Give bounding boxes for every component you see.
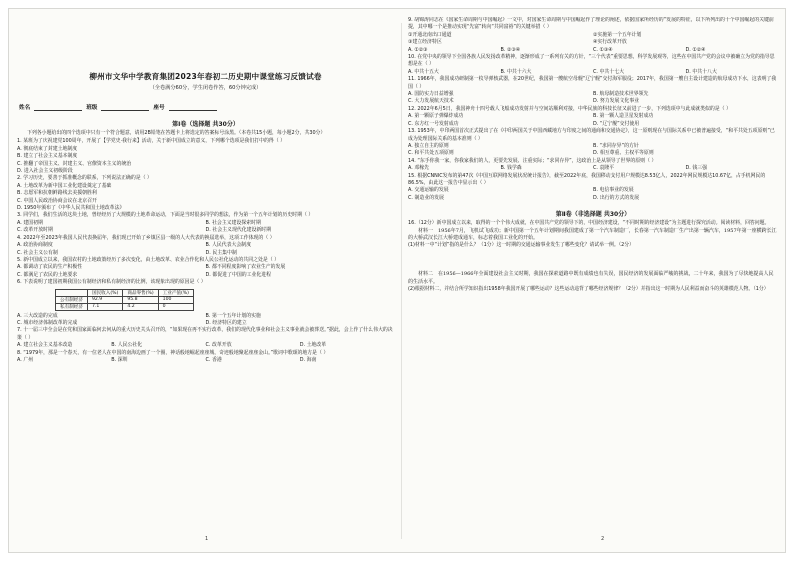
answer-options	[17, 313, 394, 328]
answer-option[interactable]: C. 香港	[205, 356, 222, 363]
question-list-left-2	[15, 313, 396, 365]
table-header-cell	[56, 289, 88, 296]
question-ask-1: (1)材料一中“计划”指的是什么？（1分）这一时期的交通运输事业发生了哪些变化？请试举一例。（2分）	[408, 241, 635, 248]
answer-options	[17, 183, 394, 213]
answer-option[interactable]: C. ①③④	[593, 46, 613, 53]
answer-option[interactable]: D. “辽宁舰”交付使用	[593, 120, 640, 127]
answer-option[interactable]: C. 大力发展航天技术	[408, 98, 454, 105]
seat-blank[interactable]	[169, 103, 217, 111]
section1-title: 第Ⅰ卷（选择题 共30分）	[172, 121, 239, 128]
question-stem: 12. 2022年6月5日，我国神舟十四号载人飞船成功发射并与空间站顺利对接，中华民族的科技长征又前进了一步，下列选项中与此成就类似的是（ ）	[408, 105, 731, 112]
answer-options	[408, 47, 778, 54]
answer-option[interactable]: B. 社会主义建设探索时期	[205, 219, 261, 226]
question-stem: 1. 某班为了庆祝建党100周年，开展了【学党史·我行来】活动，关于新中国成立的意义，下列哪个选项是我们打中的得（ ）	[17, 138, 286, 145]
answer-option[interactable]: B. 第一颗人造卫星发射成功	[593, 113, 654, 120]
answer-option[interactable]: A. 政治协商制度	[17, 242, 53, 249]
answer-option[interactable]: C. 东方红一号发射成功	[408, 120, 459, 127]
name-blank[interactable]	[34, 103, 82, 111]
table-cell: 4.2	[123, 303, 158, 310]
answer-option[interactable]: B. 人民公社化	[111, 342, 143, 349]
student-info	[19, 103, 396, 111]
question-stem: 14. “东手你我一家，你我家我们的人，更要先发展、注重实际；“求同存异”，这政治上是从领导了世界的原则（ ）	[408, 157, 657, 164]
table-header-row	[56, 289, 194, 296]
answer-option[interactable]: ③建立经济特区	[408, 39, 442, 46]
table-cell: 私有制经济	[56, 303, 88, 310]
left-page	[15, 17, 396, 545]
answer-option[interactable]: D. 民主集中制	[205, 249, 237, 256]
answer-option[interactable]: A. 广州	[17, 356, 34, 363]
answer-options	[17, 220, 394, 235]
table-cell: 0	[158, 303, 193, 310]
answer-option[interactable]: C. 中国人民政治协商会议在北京召开	[17, 197, 97, 204]
seat-label: 座号	[153, 105, 165, 111]
table-row	[56, 296, 194, 303]
answer-option[interactable]: B. ②③④	[500, 46, 521, 53]
answer-option[interactable]: D. 中共十八大	[685, 68, 717, 75]
answer-options	[408, 91, 778, 106]
answer-option[interactable]: D. 努力发展文化事业	[593, 98, 640, 105]
answer-option[interactable]: B. 人民代表大会制度	[205, 242, 252, 249]
section1-intro: 下列各小题给出的四个选项中只有一个符合题意，请用2B铅笔在答题卡上将选定的答案标号涂黑。（本卷共15小题，每小题2分，共30分）	[27, 130, 326, 136]
answer-option[interactable]: A. 建立社会主义基本改造	[17, 342, 73, 349]
answer-option[interactable]: D. 土地改革	[299, 342, 327, 349]
right-page	[406, 17, 780, 545]
answer-option[interactable]: B. 钱学森	[500, 165, 522, 172]
answer-option[interactable]: A. 建国初期	[17, 219, 43, 226]
question-stem: 5. 新中国成立以来，我国农村的土地政策经历了多次变化，由土地改革、农业合作化和人民公社化运动的共同之处是（ ）	[17, 256, 280, 263]
question-list-right	[406, 17, 780, 202]
name-label: 姓名	[19, 105, 31, 111]
answer-option[interactable]: D. 1950年颁布了《中华人民共和国土地改革法》	[17, 205, 125, 212]
answer-option[interactable]: C. 都满足了农民的土地要求	[17, 271, 78, 278]
question-ask-2: (2)根据材料二，并结合所学知识指出1958年我国开展了哪些运动？这些运动违背了哪些经济规律？（2分）并指出这一时期为人民利益而奋斗的英雄模范人物。（1分）	[408, 285, 769, 292]
answer-option[interactable]: B. 航母制造技术世界领先	[593, 91, 649, 98]
answer-option[interactable]: ④实行改革开放	[593, 39, 627, 46]
question-stem: 15. 根据CNNIC发布的第47次《中国互联网络发展状况统计报告》，截至2022年底，我国移动支付用户规模达8.53亿人，2022年网民规模达10.67亿，占手机网民的86.5%，由此这一报告中显示出（ ）	[408, 172, 766, 186]
answer-option[interactable]: A. 邓稼先	[408, 165, 430, 172]
answer-options	[408, 165, 778, 172]
class-blank[interactable]	[101, 103, 149, 111]
question-stem: 4. 2022年至2023年我国人民代表换届年，我们现已开始了乡镇区县一级的人大代表的换届选举，这项工作体现的（ ）	[17, 234, 275, 241]
answer-option[interactable]: ①开通北南出口通道	[408, 31, 452, 38]
answer-options	[17, 357, 394, 364]
answer-option[interactable]: C. 改革开放	[205, 342, 232, 349]
question-stem: 11. 1966年，我国成功研制第一枚导弹核武器，在20世纪，我国第一艘航空母舰“辽宁舰”交付海军服役；2017年，我国第一艘自主设计建造的航母成功下水，这表明了我国（ ）	[408, 76, 777, 90]
question-stem: 9. 胡锦涛同志在《国家生命周期与中国崛起》一文中，对国家生命周期与中国崛起作了理论的阐述，依据国家所经历的“发展的特征，以下所列出的十个中国崛起的关键前提，其中哪一个是推动实现“先富”转向“共同富裕”的关键举措（ ）	[408, 17, 774, 31]
answer-option[interactable]: A. ①②③	[408, 46, 428, 53]
answer-option[interactable]: A. 中共十五大	[408, 68, 439, 75]
answer-option[interactable]: C. 袁隆平	[593, 165, 615, 172]
answer-options	[17, 146, 394, 176]
exam-sheet	[8, 8, 786, 553]
page-divider	[401, 23, 402, 539]
table-cell: 100	[158, 296, 193, 303]
answer-option[interactable]: B. 都不同程度影响了农业生产的发展	[205, 264, 286, 271]
table-cell: 7.1	[87, 303, 122, 310]
answer-option[interactable]: C. 推翻了帝国主义、封建主义、官僚资本主义的统治	[17, 160, 132, 167]
answer-option[interactable]: B. 第一个五年计划的实施	[205, 312, 261, 319]
table-header-cell: 商品零售(%)	[123, 289, 158, 296]
question-stem: 10. 在党中央的领导下全国各族人民发扬改革精神，逐渐形成了一系列有关的方针，“三个代表”重要思想，科学发展观等，这些在中国共产党的会议中被确立为党的指导思想是在（ ）	[408, 54, 775, 68]
question-stem: 6. 下表说明了建国初期我国公有制经济和私有制经济的比例，该现象出现的原因是（ ）	[17, 279, 206, 286]
table-cell: 92.9	[87, 296, 122, 303]
answer-option[interactable]: D. 进入社会主义初级阶段	[17, 168, 73, 175]
answer-option[interactable]: A. 第一颗原子弹爆炸成功	[408, 113, 464, 120]
answer-option[interactable]: A. 彻底结束了封建土地制度	[17, 145, 78, 152]
answer-option[interactable]: D. ①②④	[685, 46, 706, 53]
answer-option[interactable]: C. 社会主义公有制	[17, 249, 58, 256]
answer-options	[17, 264, 394, 279]
answer-option[interactable]: B. 中共十六大	[500, 68, 532, 75]
answer-option[interactable]: B. 志愿军和抗朝鲜路线去美援朝胜利	[17, 190, 97, 197]
q16-stem: 16.（12分）新中国成立以来，取得的一个个伟大成就，在中国共产党的领导下的，中国经济建设，“不同时期的经济建设”为主题进行探究活动。阅读材料，回答问题。	[408, 220, 770, 227]
answer-option[interactable]: B. “求同存异”的方针	[593, 142, 639, 149]
answer-option[interactable]: D. 相互尊重、主权平等原则	[593, 150, 654, 157]
answer-option[interactable]: A. 独立自主的原则	[408, 142, 449, 149]
question-stem: 8. “1979年，那是一个春天，有一位老人在中国的南海边画了一个圈，神话般地崛起座座城，奇迹般地聚起座座金山。”歌词中歌颂的地方是（ ）	[17, 349, 329, 356]
table-body	[56, 296, 194, 310]
exam-title: 柳州市文华中学教育集团2023年春初二历史期中课堂练习反馈试卷	[89, 72, 322, 81]
answer-option[interactable]: A. 土地改革为新中国工业化建设奠定了基础	[17, 182, 112, 189]
material-two: 材料二 在1956—1966年全面建设社会主义时期，我国在探索道路中既有成绩也有失误，国民经济的发展面临严峻的挑战，二十年来，我国为了尽快地提高人民的生活水平。	[408, 271, 774, 285]
answer-option[interactable]: C. 城市经济体制改革的完成	[17, 319, 78, 326]
answer-option[interactable]: B. 电信事业的发展	[593, 187, 634, 194]
answer-option[interactable]: D. 经济特区的建立	[205, 319, 247, 326]
table-header-cell: 国民收入(%)	[87, 289, 122, 296]
section2-title: 第Ⅱ卷（非选择题 共30分）	[555, 211, 631, 219]
question-stem: 7. 十一届三中全会是在党和国家面临何去何从的重大历史关头召开的，“如果现在再不实行改革，我们的现代化事业和社会主义事业就会被葬送。”据此，会上作了什么伟大的决策（ ）	[17, 327, 393, 341]
answer-option[interactable]: D. 钱三强	[685, 165, 708, 172]
exam-subtitle: （全卷满分60分，学生闭卷作答，60分钟完成）	[149, 85, 262, 91]
answer-option[interactable]: D. 出行的方式的发展	[593, 194, 640, 201]
answer-options	[17, 242, 394, 257]
answer-options	[408, 113, 778, 128]
table-cell: 公有制经济	[56, 296, 88, 303]
page-number-right: 2	[601, 536, 605, 542]
question-stem: 13. 1953年，中印两国首次正式提出了在《中印两国关于中国西藏地方与印度之间的通商和交通协定》，这一原则现在与国际关系中已被普遍接受，“和平共处五项原则”已成为处理国际关系的基本准则（ ）	[408, 128, 775, 142]
answer-option[interactable]: A. 国防实力日益增强	[408, 91, 454, 98]
table-row	[56, 303, 194, 310]
answer-options	[408, 143, 778, 158]
answer-option[interactable]: D. 社会主义现代化建设新时期	[205, 227, 272, 234]
answer-option[interactable]: C. 和平共处五项原则	[408, 150, 454, 157]
material-one: 材料一 1956年7月，飞机试飞成功；新中国第一个五年计划期间我国建成了第一个汽车制造厂，长春第一汽车制造厂生产出第一辆汽车，1957年第一座横跨长江的大桥武汉长江大桥建成通车，标志着我国工业化的开始。	[408, 227, 777, 241]
answer-options	[408, 187, 778, 202]
economy-table	[55, 289, 194, 311]
question-list-left	[15, 138, 396, 286]
answer-options	[17, 342, 394, 349]
table-header-cell: 工业产值(%)	[158, 289, 193, 296]
question-stem: 2. 学习历史，要善于抓准概念的联系，下列说法正确的是（ ）	[17, 175, 152, 182]
answer-option[interactable]: ②实施第一个五年计划	[593, 31, 642, 38]
answer-option[interactable]: C. 中共十七大	[593, 68, 624, 75]
question-stem: 3. 同学们，我们生活的这块土地，曾经经历了大规模的土地革命运动，下面是当时很多同学的想法，作为第一个五年计划的历史时期（ ）	[17, 212, 314, 219]
answer-option[interactable]: A. 三大改造的完成	[17, 312, 58, 319]
answer-option[interactable]: C. 改革开放时期	[17, 227, 53, 234]
table-cell: 95.8	[123, 296, 158, 303]
answer-option[interactable]: D. 海南	[299, 356, 317, 363]
answer-option[interactable]: C. 制造业的发展	[408, 194, 444, 201]
class-label: 班级	[86, 105, 98, 111]
answer-option[interactable]: A. 交通运输的发展	[408, 187, 449, 194]
answer-space-1[interactable]	[406, 249, 780, 271]
answer-option[interactable]: B. 深圳	[111, 356, 128, 363]
page-number-left: 1	[205, 536, 209, 542]
answer-option[interactable]: A. 都调动了农民的生产积极性	[17, 264, 83, 271]
answer-option[interactable]: B. 建立了社会主义基本制度	[17, 153, 78, 160]
answer-options	[408, 32, 778, 47]
answer-option[interactable]: D. 都促进了中国的工业化进程	[205, 271, 272, 278]
